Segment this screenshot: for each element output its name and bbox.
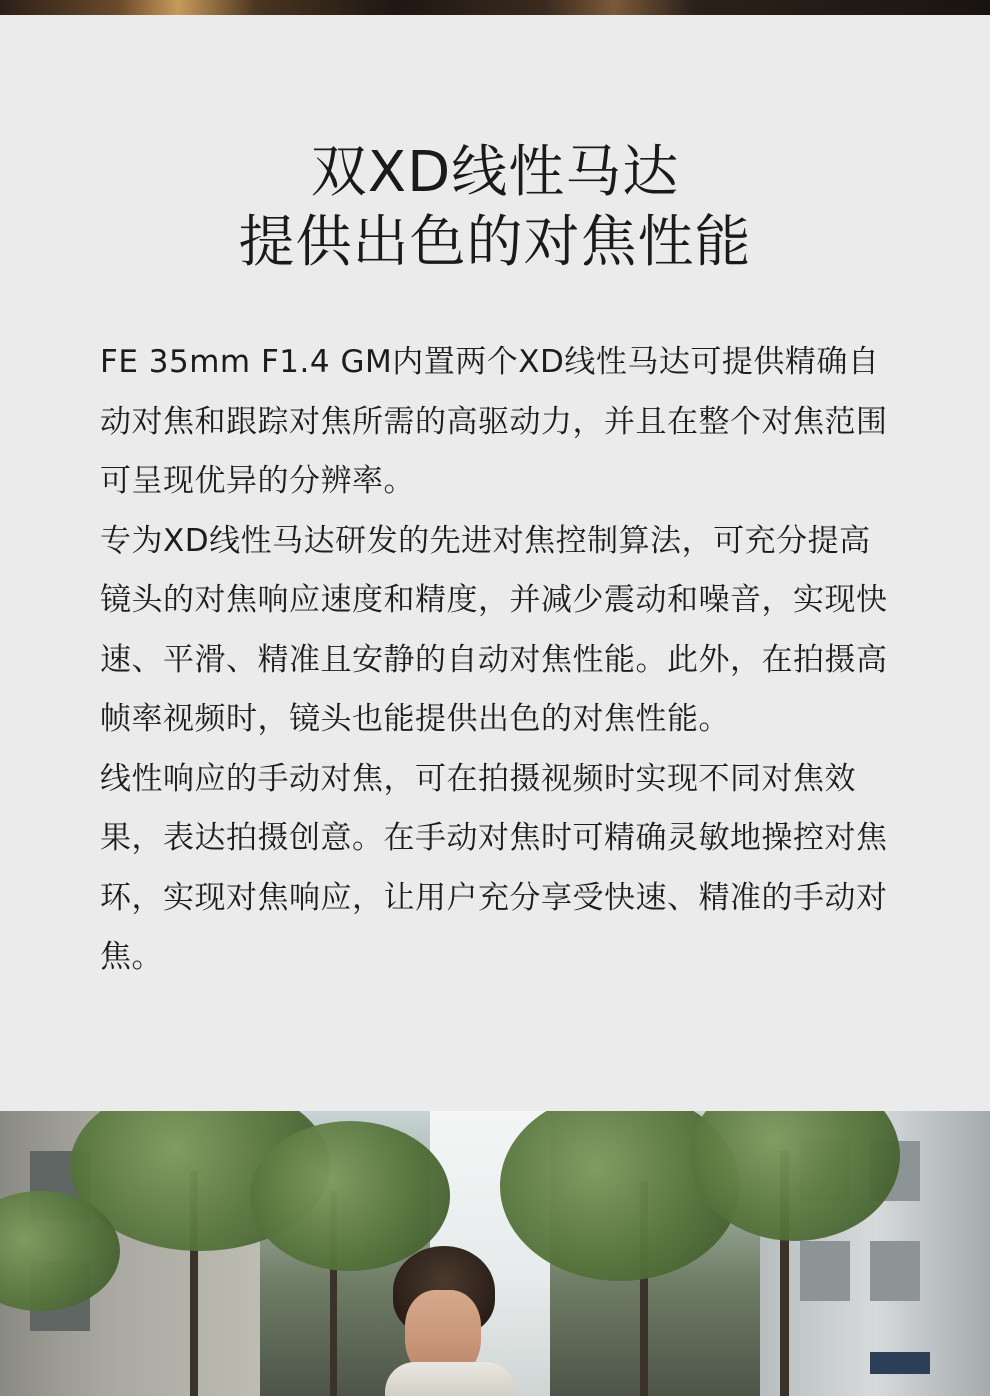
window (870, 1241, 920, 1301)
paragraph-autofocus: FE 35mm F1.4 GM内置两个XD线性马达可提供精确自动对焦和跟踪对焦所需的高驱动力，并且在整个对焦范围可呈现优异的分辨率。 (100, 344, 888, 499)
headline-line-1: 双XD线性马达 (310, 140, 680, 205)
person-body (385, 1362, 515, 1396)
shop-sign (870, 1352, 930, 1374)
window (800, 1241, 850, 1301)
paragraph-manual-focus: 线性响应的手动对焦，可在拍摄视频时实现不同对焦效果，表达拍摄创意。在手动对焦时可精确灵敏地操控对焦环，实现对焦响应，让用户充分享受快速、精准的手动对焦。 (100, 760, 888, 975)
feature-description (100, 333, 890, 988)
paragraph-control-algorithm: 专为XD线性马达研发的先进对焦控制算法，可充分提高镜头的对焦响应速度和精度，并减少震动和噪音，实现快速、平滑、精准且安静的自动对焦性能。此外，在拍摄高帧率视频时，镜头也能提供出色的对焦性能。 (100, 522, 888, 737)
headline-line-2: 提供出色的对焦性能 (238, 210, 752, 275)
tree-canopy (250, 1121, 450, 1271)
previous-photo-strip (0, 0, 990, 15)
feature-headline (0, 138, 990, 278)
street-portrait-photo (0, 1111, 990, 1396)
feature-section (0, 15, 990, 1111)
